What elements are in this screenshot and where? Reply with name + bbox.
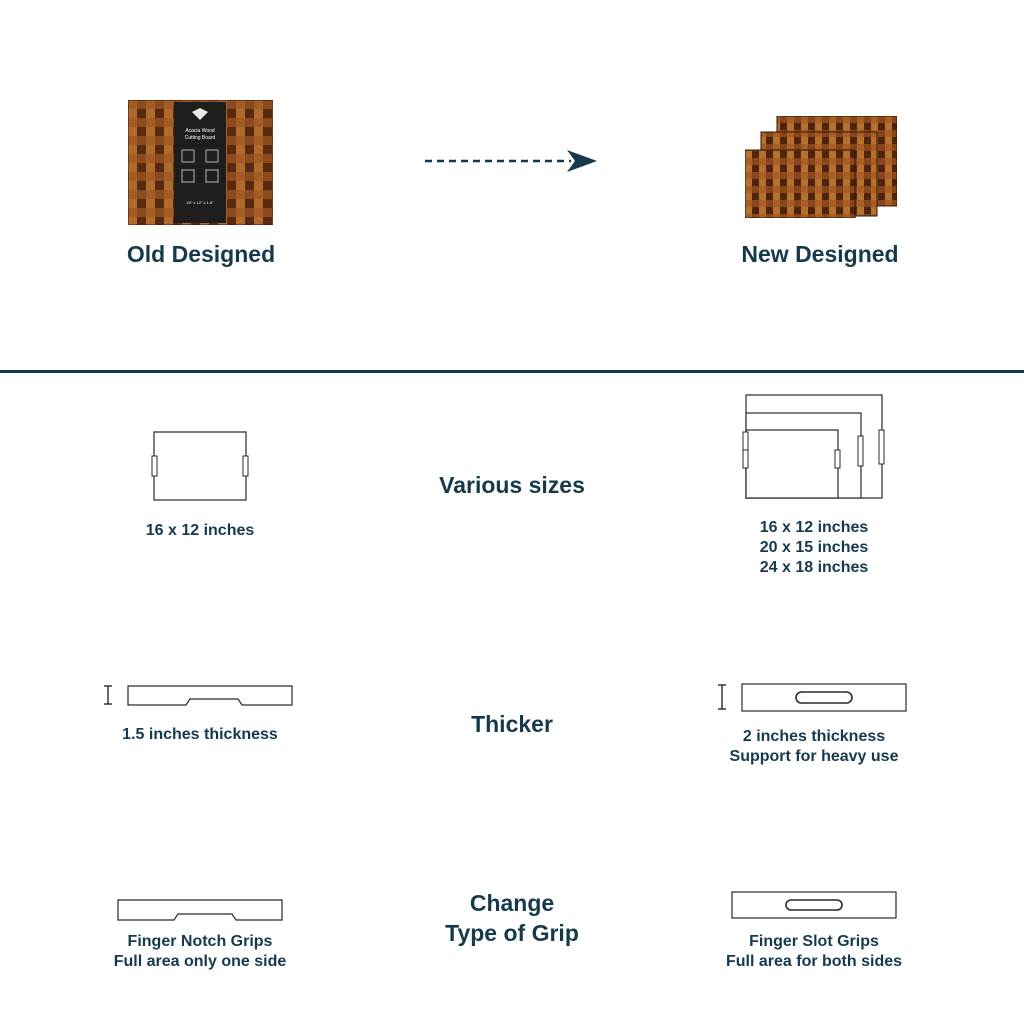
arrow-right-icon — [423, 148, 599, 174]
new-boards-photo — [745, 116, 897, 218]
grip-section-title — [445, 888, 579, 948]
new-grip-diagram — [728, 888, 900, 922]
old-grip-captions — [114, 932, 287, 972]
new-sizes-captions — [760, 518, 869, 578]
old-grip-caption-1: Finger Notch Grips — [127, 933, 273, 950]
old-board-size-text: 16" x 12" x 1.5" — [186, 200, 214, 205]
section-divider — [0, 370, 1024, 373]
sizes-section-title: Various sizes — [439, 472, 585, 498]
old-design-label: Old Designed — [126, 241, 276, 267]
new-design-label: New Designed — [741, 241, 899, 267]
new-size-caption-1: 16 x 12 inches — [759, 519, 869, 536]
old-board-photo — [128, 100, 273, 225]
thickness-section-title: Thicker — [471, 711, 553, 737]
new-grip-caption-2: Full area for both sides — [725, 953, 903, 970]
grip-title-line-2: Type of Grip — [445, 920, 579, 946]
new-thickness-diagram — [714, 681, 910, 713]
new-grip-caption-1: Finger Slot Grips — [749, 933, 879, 950]
old-size-diagram — [150, 430, 250, 502]
old-thickness-diagram — [100, 683, 296, 709]
new-thickness-caption-1: 2 inches thickness — [742, 728, 886, 745]
new-sizes-diagram — [740, 392, 886, 502]
new-thickness-captions — [730, 727, 899, 767]
grip-title-line-1: Change — [469, 890, 555, 916]
old-size-caption: 16 x 12 inches — [145, 522, 255, 539]
old-grip-diagram — [114, 896, 286, 924]
old-grip-caption-2: Full area only one side — [113, 953, 287, 970]
new-size-caption-2: 20 x 15 inches — [759, 539, 869, 556]
old-thickness-caption: 1.5 inches thickness — [122, 726, 278, 743]
new-thickness-caption-2: Support for heavy use — [729, 748, 899, 765]
new-size-caption-3: 24 x 18 inches — [759, 559, 869, 576]
old-board-brand-line2: Cutting Board — [184, 135, 216, 141]
new-grip-captions — [726, 932, 902, 972]
old-board-brand-line1: Acacia Wood — [185, 128, 215, 134]
